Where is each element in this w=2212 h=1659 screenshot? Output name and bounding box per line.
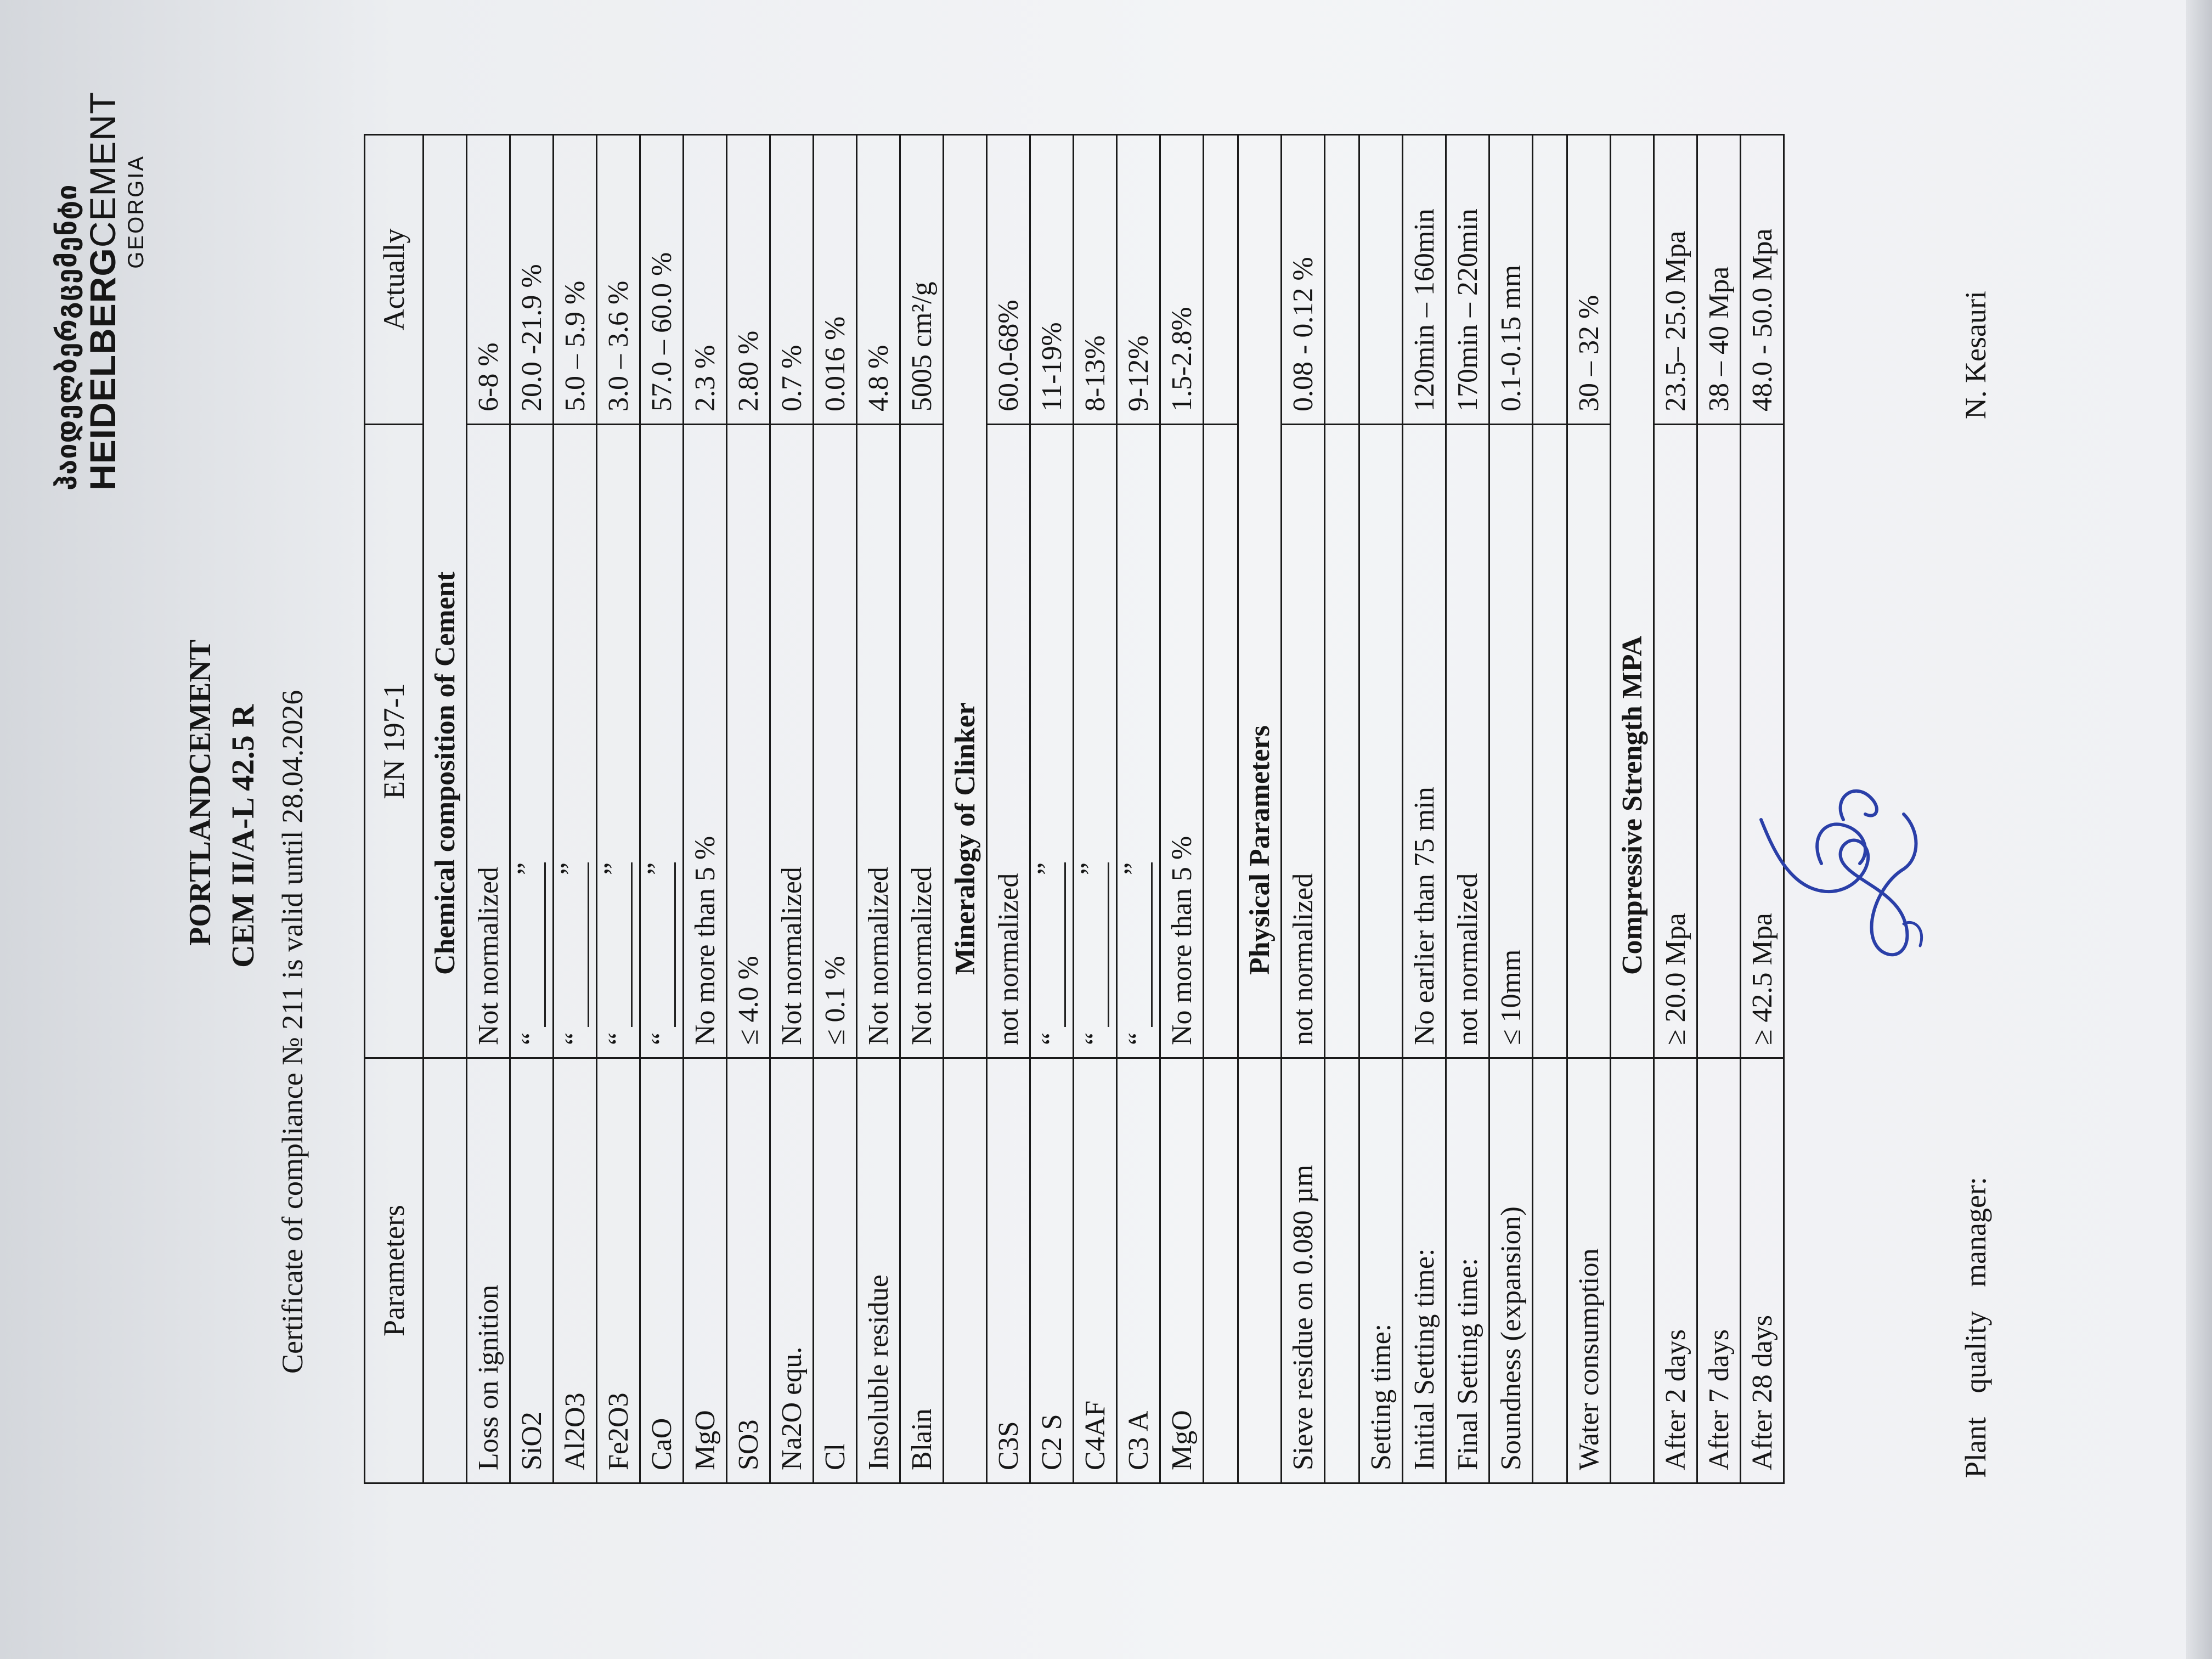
signature-image	[1739, 699, 1948, 1028]
ditto-line: ”	[652, 862, 676, 1027]
table-header-row	[365, 135, 424, 1483]
quality-manager-label: Plant quality manager:	[1959, 1177, 1992, 1478]
logo-name	[82, 91, 123, 490]
logo-subtitle: GEORGIA	[124, 155, 148, 269]
certificate-line: Certificate of compliance № 211 is valid until 28.04.2026	[276, 690, 309, 1374]
spacer-row	[1204, 135, 1238, 1483]
table-row: Cl ≤ 0.1 % 0.016 %	[814, 135, 857, 1483]
quality-manager-name: N. Kesauri	[1959, 291, 1992, 419]
ditto-line: ”	[566, 862, 589, 1027]
table-row: CaO “ ” 57.0 – 60.0 %	[640, 135, 684, 1483]
section-compressive: Compressive Strength MPA	[1611, 135, 1654, 1058]
table-row: Water consumption 30 – 32 %	[1567, 135, 1611, 1483]
section-row	[1611, 135, 1654, 1483]
table-row: Na2O equ. Not normalized 0.7 %	[770, 135, 814, 1483]
logo-name-bold: HEIDELBERG	[82, 247, 123, 490]
section-row	[1238, 135, 1282, 1483]
table-row: Blain Not normalized 5005 cm²/g	[900, 135, 944, 1483]
table-row: Sieve residue on 0.080 µm not normalized 0.08 - 0.12 %	[1282, 135, 1325, 1483]
ditto-line: ”	[1042, 862, 1066, 1027]
table-row: Loss on ignition Not normalized 6-8 %	[467, 135, 510, 1483]
table-row: SO3 ≤ 4.0 % 2.80 %	[727, 135, 770, 1483]
table-row: Initial Setting time: No earlier than 75 min 120min – 160min	[1403, 135, 1446, 1483]
ditto-line: ”	[1129, 862, 1153, 1027]
logo-name-light: CEMENT	[82, 91, 123, 248]
logo-georgian-text: ჰაიდელბერგცემენტი	[51, 184, 83, 490]
header-standard: EN 197-1	[365, 425, 424, 1058]
table-row: After 2 days ≥ 20.0 Mpa 23.5– 25.0 Mpa	[1654, 135, 1697, 1483]
section-row	[944, 135, 987, 1483]
section-chemical: Chemical composition of Cement	[424, 135, 467, 1058]
section-row	[424, 135, 467, 1483]
table-row: Al2O3 “ ” 5.0 – 5.9 %	[554, 135, 597, 1483]
table-row: After 7 days 38 – 40 Mpa	[1697, 135, 1741, 1483]
table-row: MgO No more than 5 % 1.5-2.8%	[1160, 135, 1204, 1483]
table-row: C3S not normalized 60.0-68%	[987, 135, 1030, 1483]
table-row: Setting time:	[1359, 135, 1403, 1483]
product-grade: CEM II/A-L 42.5 R	[225, 704, 261, 968]
parameters-table	[364, 134, 1785, 1484]
table-row: C3 A “ ” 9-12%	[1117, 135, 1160, 1483]
table-row: Insoluble residue Not normalized 4.8 %	[857, 135, 900, 1483]
product-title: PORTLANDCEMENT	[183, 639, 217, 946]
ditto-line: ”	[1086, 862, 1109, 1027]
ditto-line: ”	[522, 862, 546, 1027]
spacer-row	[1533, 135, 1567, 1483]
table-row: After 28 days ≥ 42.5 Mpa 48.0 - 50.0 Mpa	[1741, 135, 1784, 1483]
section-mineralogy: Mineralogy of Clinker	[944, 135, 987, 1058]
table-row: Final Setting time: not normalized 170min – 220min	[1446, 135, 1489, 1483]
table-row: Soundness (expansion) ≤ 10mm 0.1-0.15 mm	[1489, 135, 1533, 1483]
table-row: C4AF “ ” 8-13%	[1074, 135, 1117, 1483]
company-logo	[50, 91, 149, 490]
ditto-line: ”	[609, 862, 633, 1027]
section-physical: Physical Parameters	[1238, 135, 1282, 1058]
table-row: SiO2 “ ” 20.0 -21.9 %	[510, 135, 554, 1483]
table-row: Fe2O3 “ ” 3.0 – 3.6 %	[597, 135, 640, 1483]
header-actually: Actually	[365, 135, 424, 425]
spacer-row	[1325, 135, 1359, 1483]
header-parameters: Parameters	[365, 1058, 424, 1483]
table-row: MgO No more than 5 % 2.3 %	[684, 135, 727, 1483]
table-row: C2 S “ ” 11-19%	[1030, 135, 1074, 1483]
